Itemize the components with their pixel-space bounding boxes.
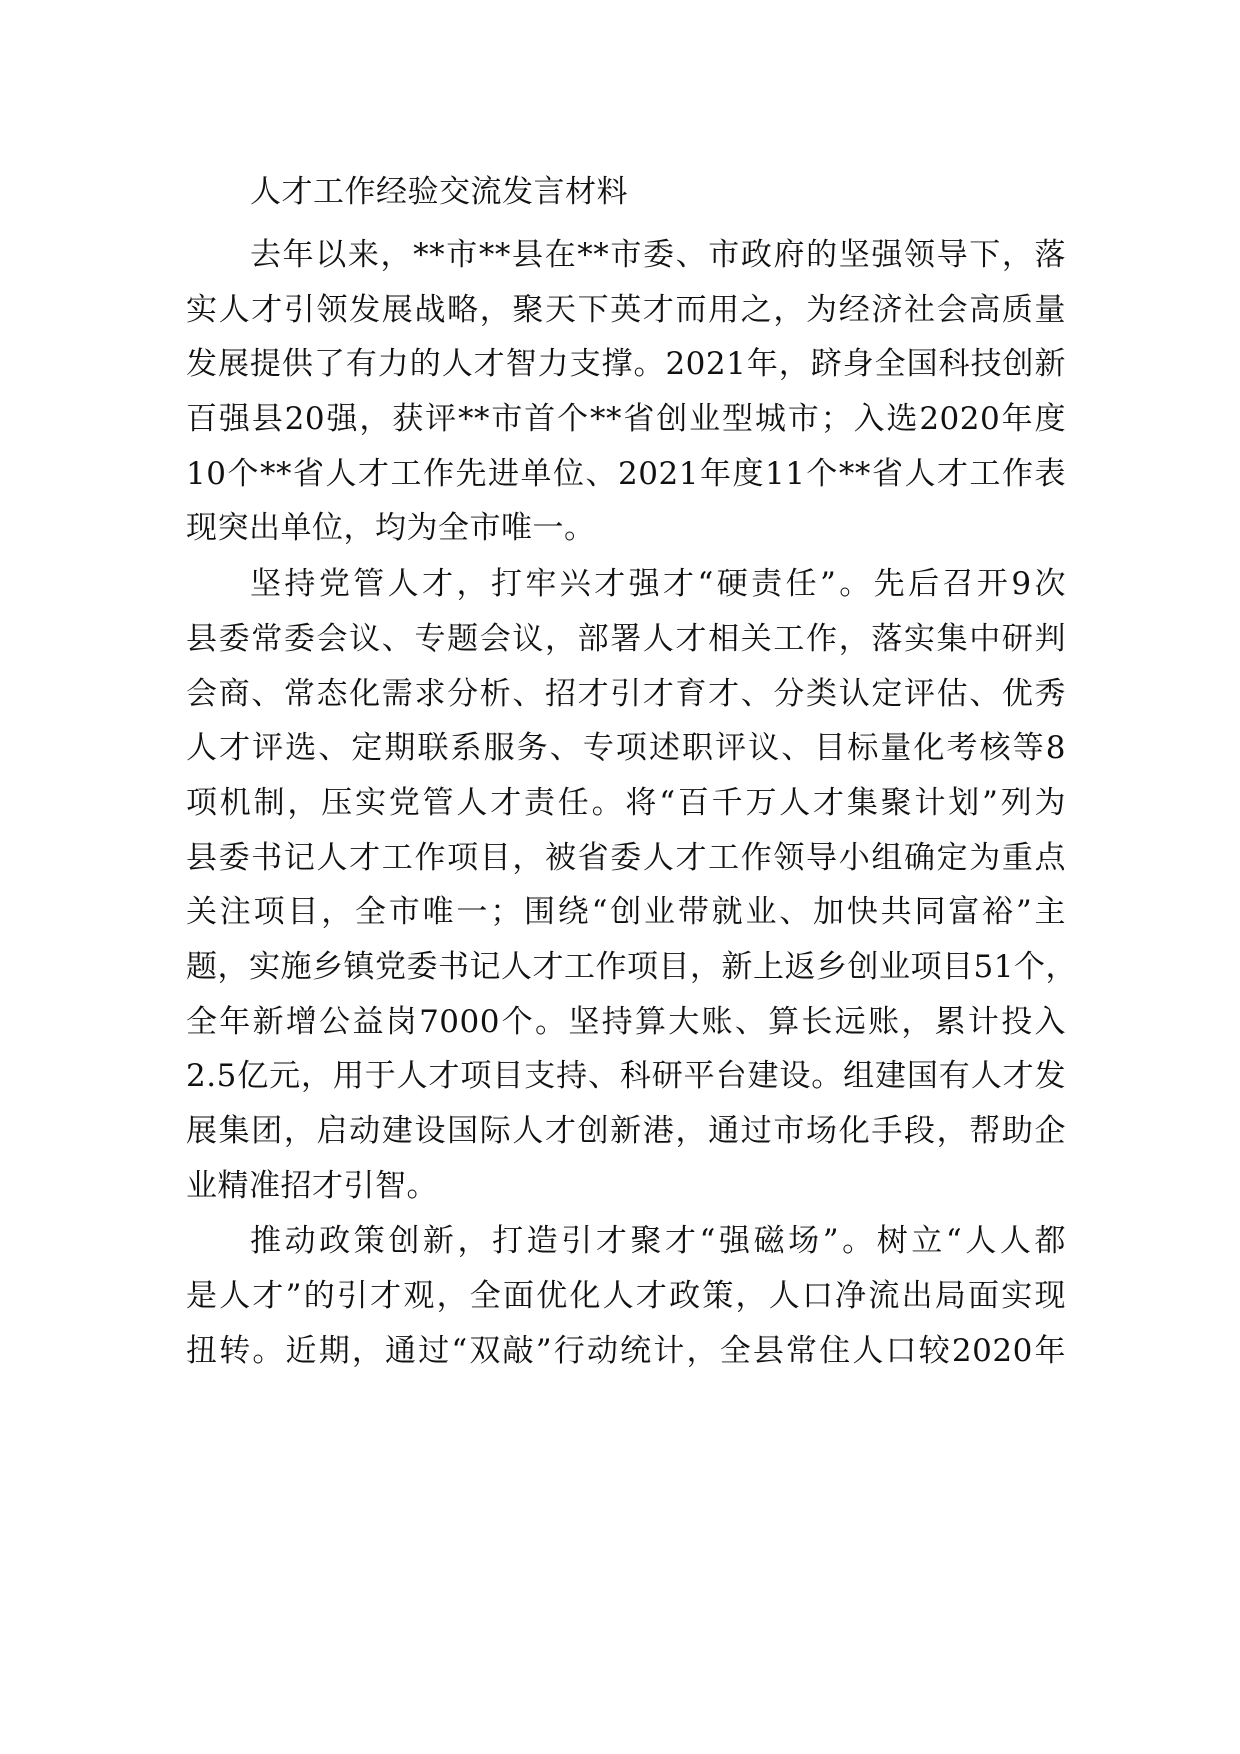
paragraph-line: 10个**省人才工作先进单位、2021年度11个**省人才工作表 bbox=[186, 456, 1066, 492]
paragraph-line: 实人才引领发展战略，聚天下英才而用之，为经济社会高质量 bbox=[186, 292, 1066, 328]
paragraph-line: 县委常委会议、专题会议，部署人才相关工作，落实集中研判 bbox=[186, 621, 1066, 657]
paragraph-line: 去年以来，**市**县在**市委、市政府的坚强领导下，落 bbox=[250, 237, 1066, 273]
paragraph-line: 是人才”的引才观，全面优化人才政策，人口净流出局面实现 bbox=[186, 1278, 1066, 1314]
paragraph-line: 百强县20强，获评**市首个**省创业型城市；入选2020年度 bbox=[186, 401, 1066, 437]
paragraph-line: 关注项目，全市唯一；围绕“创业带就业、加快共同富裕”主 bbox=[186, 894, 1066, 930]
paragraph-line: 发展提供了有力的人才智力支撑。2021年，跻身全国科技创新 bbox=[186, 346, 1066, 382]
paragraph-line: 推动政策创新，打造引才聚才“强磁场”。树立“人人都 bbox=[250, 1223, 1066, 1259]
paragraph-line: 会商、常态化需求分析、招才引才育才、分类认定评估、优秀 bbox=[186, 676, 1066, 712]
paragraph-line: 2.5亿元，用于人才项目支持、科研平台建设。组建国有人才发 bbox=[186, 1058, 1066, 1094]
paragraph-line: 展集团，启动建设国际人才创新港，通过市场化手段，帮助企 bbox=[186, 1113, 1066, 1149]
paragraph-line: 坚持党管人才，打牢兴才强才“硬责任”。先后召开9次 bbox=[250, 566, 1066, 602]
document-title: 人才工作经验交流发言材料 bbox=[250, 174, 628, 210]
paragraph-line: 县委书记人才工作项目，被省委人才工作领导小组确定为重点 bbox=[186, 840, 1066, 876]
paragraph-line: 项机制，压实党管人才责任。将“百千万人才集聚计划”列为 bbox=[186, 785, 1066, 821]
paragraph-line: 全年新增公益岗7000个。坚持算大账、算长远账，累计投入 bbox=[186, 1004, 1066, 1040]
paragraph-line: 题，实施乡镇党委书记人才工作项目，新上返乡创业项目51个， bbox=[186, 949, 1077, 985]
paragraph-line: 业精准招才引智。 bbox=[186, 1168, 438, 1204]
paragraph-line: 扭转。近期，通过“双敲”行动统计，全县常住人口较2020年 bbox=[186, 1333, 1066, 1369]
paragraph-line: 现突出单位，均为全市唯一。 bbox=[186, 510, 596, 546]
paragraph-line: 人才评选、定期联系服务、专项述职评议、目标量化考核等8 bbox=[186, 730, 1066, 766]
